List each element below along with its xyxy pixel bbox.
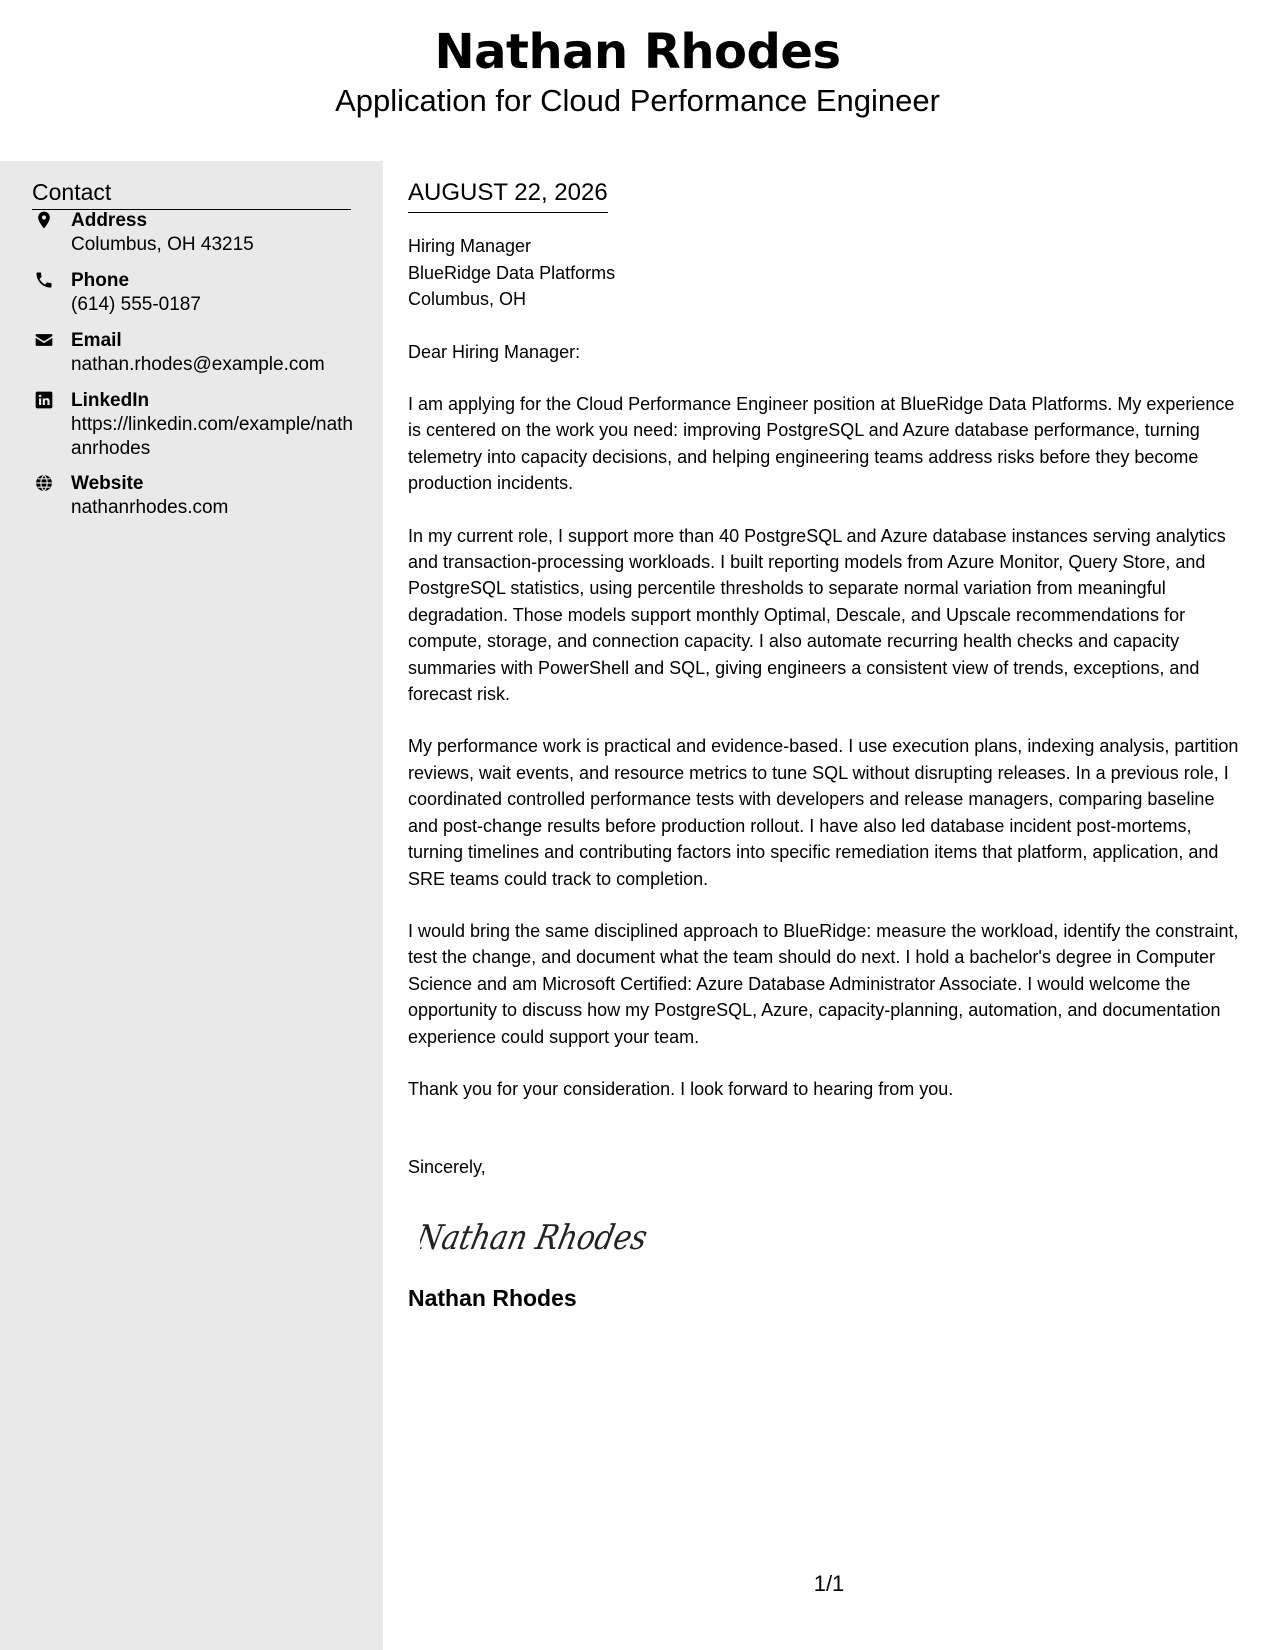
closing: Sincerely, <box>408 1157 486 1178</box>
page-number: 1/1 <box>813 1571 845 1596</box>
contact-label: Email <box>71 330 122 351</box>
body-paragraph: In my current role, I support more than 40 PostgreSQL and Azure database instances serving analytics and transaction-processing workloads. I built reporting models from Azure Monitor, Query Store, and PostgreSQL statistics, using percentile thresholds to separate normal variation from meaningful degradation. Those models support monthly Optimal, Descale, and Upscale recommendations for compute, storage, and connection capacity. I also automate recurring health checks and capacity summaries with PowerShell and SQL, giving engineers a consistent view of trends, exceptions, and forecast risk. <box>408 525 1226 705</box>
contact-value[interactable]: https://linkedin.com/example/nathanrhodes <box>71 414 353 459</box>
letter-date: AUGUST 22, 2026 <box>408 176 608 213</box>
body-paragraph: My performance work is practical and evidence-based. I use execution plans, indexing analysis, partition reviews, wait events, and resource metrics to tune SQL without disrupting releases. In a previous role, I coordinated controlled performance tests with developers and release managers, comparing baseline and post-change results before production rollout. I have also led database incident post-mortems, turning timelines and contributing factors into specific remediation items that platform, application, and SRE teams could track to completion. <box>408 736 1239 889</box>
recipient-line: Columbus, OH <box>408 289 527 309</box>
letter-body <box>408 176 1248 1313</box>
signer-name: Nathan Rhodes <box>408 1284 577 1311</box>
contact-label: LinkedIn <box>71 390 150 411</box>
phone-icon <box>32 269 56 293</box>
envelope-icon <box>32 329 56 353</box>
contact-title: Contact <box>32 177 351 210</box>
recipient-line: Hiring Manager <box>408 236 532 256</box>
application-subtitle: Application for Cloud Performance Engineer <box>335 83 940 118</box>
globe-icon <box>32 472 56 496</box>
contact-value: nathan.rhodes@example.com <box>71 354 325 375</box>
body-paragraph: Thank you for your consideration. I look forward to hearing from you. <box>408 1078 954 1099</box>
contact-sidebar <box>0 161 383 1650</box>
letter-header <box>0 0 1275 160</box>
linkedin-icon <box>32 389 56 413</box>
map-pin-icon <box>32 209 56 233</box>
body-paragraph: I would bring the same disciplined approach to BlueRidge: measure the workload, identify the constraint, test the change, and document what the team should do next. I hold a bachelor's degree in Computer Science and am Microsoft Certified: Azure Database Administrator Associate. I would welcome the opportunity to discuss how my PostgreSQL, Azure, capacity-planning, automation, and documentation experience could support your team. <box>408 920 1239 1047</box>
contact-value: Columbus, OH 43215 <box>71 234 254 255</box>
contact-label: Website <box>71 473 144 494</box>
recipient-block <box>408 233 1248 313</box>
handwritten-signature <box>420 1203 680 1273</box>
contact-value: (614) 555-0187 <box>71 294 201 315</box>
body-paragraph: I am applying for the Cloud Performance Engineer position at BlueRidge Data Platforms. My experience is centered on the work you need: improving PostgreSQL and Azure database performance, turning telemetry into capacity decisions, and helping engineering teams address risks before they become production incidents. <box>408 394 1235 494</box>
salutation: Dear Hiring Manager: <box>408 341 581 362</box>
applicant-name: Nathan Rhodes <box>434 24 841 80</box>
svg-text:Nathan Rhodes: Nathan Rhodes <box>420 1218 680 1258</box>
contact-label: Phone <box>71 270 130 291</box>
recipient-line: BlueRidge Data Platforms <box>408 262 616 283</box>
contact-value[interactable]: nathanrhodes.com <box>71 497 229 518</box>
contact-label: Address <box>71 210 148 231</box>
